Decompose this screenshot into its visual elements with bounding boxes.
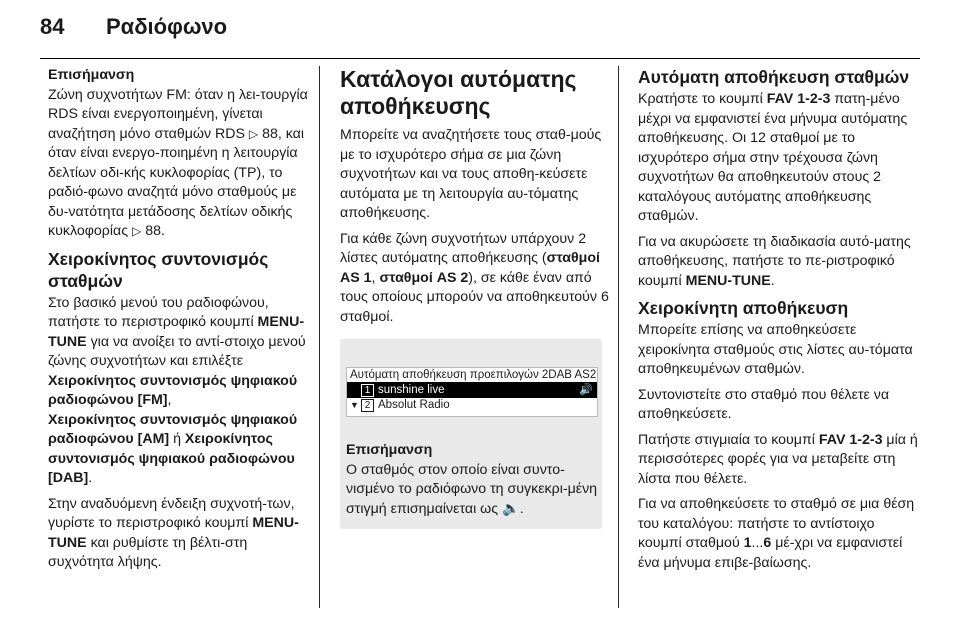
button-name: 6 [763, 535, 772, 551]
column-divider-1 [319, 66, 320, 608]
display-header: Αυτόματη αποθήκευση προεπιλογών 2DAB AS2 [347, 368, 597, 383]
paragraph [340, 230, 610, 328]
text: , [167, 392, 172, 408]
note-rds [48, 66, 310, 242]
paragraph [48, 495, 310, 573]
paragraph [638, 431, 920, 490]
speaker-icon: 🔈 [502, 500, 520, 517]
section-heading-autostore-lists: Κατάλογοι αυτόματης αποθήκευσης [340, 66, 577, 119]
text: για να ανοίξει το αντί-στοιχο μενού ζώνης συχνοτήτων και επιλέξτε [48, 333, 306, 369]
text: πατη-μένο μέχρι να εμφανιστεί ένα μήνυμα αυτόματης αποθήκευσης. Οι 12 σταθμοί με το ισχυρότερο σήμα στην τρέχουσα ζώνη συχνοτήτων θα αποθηκευτούν στους 2 καταλόγους αυτόματης αποθήκευσης σταθμών. [638, 91, 908, 224]
text: ... [751, 535, 764, 551]
preset-number: 1 [361, 384, 374, 397]
text: Για κάθε ζώνη συχνοτήτων υπάρχουν 2 λίστες αυτόματης αποθήκευσης ( [340, 230, 587, 266]
column-divider-2 [618, 66, 619, 608]
text: Πατήστε στιγμιαία το κουμπί [638, 431, 819, 448]
page-ref-arrow-icon: ▷ [132, 224, 142, 238]
button-name: MENU-TUNE [685, 272, 771, 289]
text: ), σε κάθε έναν από τους οποίους μπορούν να αποθηκευτούν 6 σταθμοί. [340, 269, 609, 325]
menu-item-name: Χειροκίνητος συντονισμός ψηφιακού ραδιοφώνου [FM] [48, 372, 298, 408]
text: Στο βασικό μενού του ραδιοφώνου, πατήστε το περιστροφικό κουμπί [48, 294, 269, 330]
paragraph [638, 233, 920, 292]
station-row [347, 383, 597, 398]
list-name: σταθμοί AS 1 [340, 250, 600, 286]
speaker-icon: 🔊 [579, 384, 593, 396]
text: ή [169, 431, 185, 447]
text: . [88, 470, 93, 486]
text: Στην αναδυόμενη ένδειξη συχνοτή-των, γυρίστε το περιστροφικό κουμπί [48, 495, 295, 531]
column-2 [340, 66, 610, 539]
screen-illustration [340, 339, 602, 529]
note-title: Επισήμανση [48, 67, 135, 83]
text: Για να αποθηκεύσετε το σταθμό σε μια θέση του καταλόγου: πατήστε το αντίστοιχο κουμπί σταθμού [638, 496, 915, 551]
page-ref: 88 [262, 125, 278, 142]
note-text: Ο σταθμός στον οποίο είναι συντο-νισμένο το ραδιόφωνο τη συγκεκρι-μένη στιγμή επισημαίνεται ως [346, 461, 598, 517]
button-name: MENU-TUNE [48, 314, 305, 350]
station-name: Absolut Radio [378, 399, 450, 411]
list-name: σταθμοί AS 2 [379, 269, 469, 286]
page-title: Ραδιόφωνο [106, 14, 228, 39]
page-number: 84 [40, 14, 65, 39]
section-heading-manual-store: Χειροκίνητη αποθήκευση [638, 298, 849, 318]
paragraph [638, 90, 920, 227]
scroll-down-icon: ▼ [350, 400, 359, 410]
paragraph: Μπορείτε επίσης να αποθηκεύσετε χειροκίνητα σταθμούς στις λίστες αυ-τόματα αποθηκευμένων σταθμών. [638, 322, 913, 377]
text: , [371, 269, 380, 286]
text: μία ή περισσότερες φορές για να μεταβείτε στη λίστα που θέλετε. [638, 431, 918, 487]
page-header [0, 0, 960, 60]
preset-number: 2 [361, 399, 374, 412]
note-current-station [346, 441, 598, 519]
column-1 [48, 66, 310, 579]
section-heading-autostore: Αυτόματη αποθήκευση σταθμών [638, 67, 910, 87]
button-name: MENU-TUNE [48, 515, 299, 551]
text: Για να ακυρώσετε τη διαδικασία αυτό-ματης αποθήκευσης, πατήστε το πε-ριστροφικό κουμπί [638, 233, 911, 289]
note-text: Ζώνη συχνοτήτων FM: όταν η λει-τουργία RDS είναι ενεργοποιημένη, γίνεται αναζήτηση μόνο σταθμών RDS [48, 86, 308, 142]
column-3 [638, 66, 920, 579]
paragraph [638, 495, 920, 573]
note-text: . [160, 223, 165, 239]
text: και ρυθμίστε τη βέλτι-στη συχνότητα λήψης. [48, 534, 248, 570]
button-name: 1 [743, 535, 752, 551]
button-name: FAV 1-2-3 [818, 431, 883, 448]
menu-item-name: Χειροκίνητος συντονισμός ψηφιακού ραδιοφώνου [AM] [48, 411, 298, 447]
paragraph [48, 294, 310, 489]
button-name: FAV 1-2-3 [766, 91, 831, 107]
page-ref-arrow-icon: ▷ [248, 126, 259, 141]
note-text: . [519, 500, 524, 517]
paragraph: Συντονιστείτε στο σταθμό που θέλετε να αποθηκεύσετε. [638, 386, 890, 422]
station-name: sunshine live [378, 384, 445, 396]
paragraph: Μπορείτε να αναζητήσετε τους σταθ-μούς με το ισχυρότερο σήμα σε μια ζώνη συχνοτήτων και να τους αποθη-κεύσετε αυτόματα με τη λειτουργία αυ-τόματης αποθήκευσης. [340, 127, 602, 221]
text: . [770, 272, 775, 289]
text: μέ-χρι να εμφανιστεί ένα μήνυμα επιβε-βαίωσης. [638, 535, 903, 571]
note-text: , και όταν είναι ενεργο-ποιημένη η λειτουργία δελτίων οδι-κής κυκλοφορίας (TP), το ραδιό-φωνο αναζητά μόνο σταθμούς με δυ-νατότητα μετάδοσης δελτίων οδικής κυκλοφορίας [48, 125, 305, 239]
text: Κρατήστε το κουμπί [638, 91, 767, 107]
page-ref: 88 [145, 223, 161, 239]
station-row [347, 398, 597, 413]
menu-item-name: Χειροκίνητος συντονισμός ψηφιακού ραδιοφώνου [DAB] [48, 431, 295, 486]
header-rule [40, 58, 920, 59]
radio-display [346, 367, 598, 417]
section-heading-manual-tuning: Χειροκίνητος συντονισμός σταθμών [48, 248, 269, 291]
note-title: Επισήμανση [346, 442, 433, 458]
